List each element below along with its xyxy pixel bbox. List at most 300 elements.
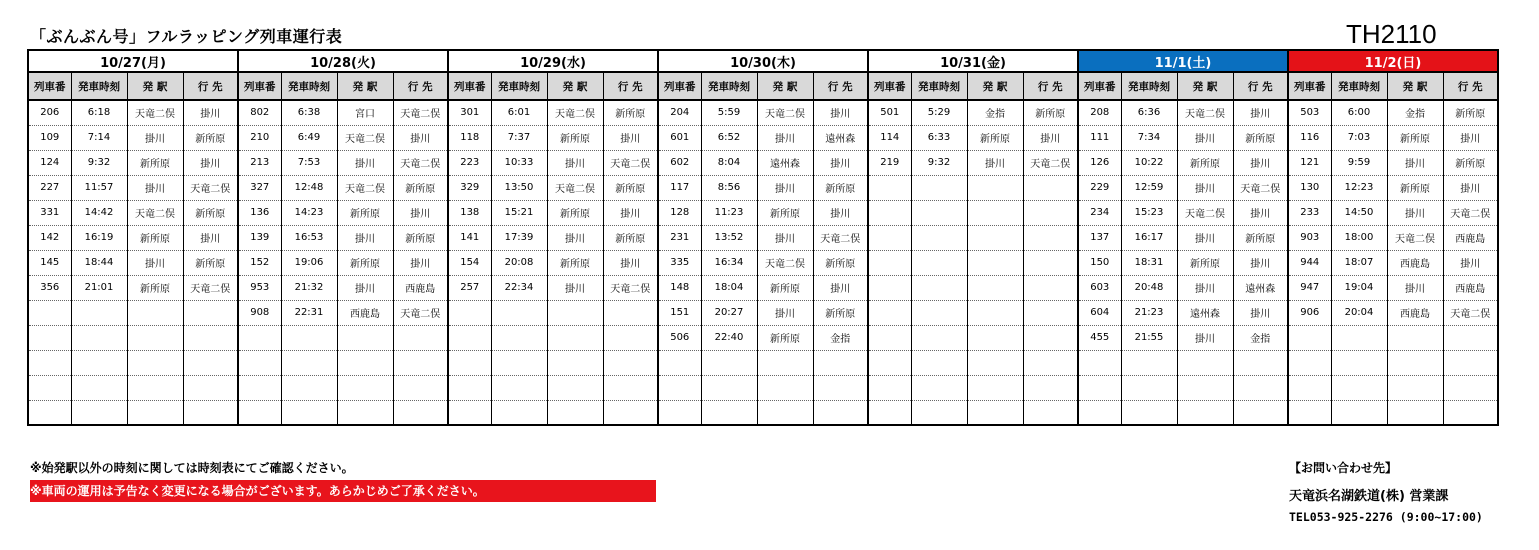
table-cell: 掛川 (1443, 125, 1498, 150)
table-cell (757, 375, 813, 400)
table-cell: 111 (1078, 125, 1121, 150)
table-row (28, 100, 1498, 125)
table-cell (967, 175, 1023, 200)
table-cell: 新所原 (393, 175, 448, 200)
table-cell: 掛川 (1177, 225, 1233, 250)
day-header: 10/31(金) (868, 50, 1078, 72)
table-cell: 天竜二俣 (547, 175, 603, 200)
table-cell: 121 (1288, 150, 1331, 175)
table-cell: 17:39 (491, 225, 547, 250)
table-cell: 335 (658, 250, 701, 275)
table-cell: 117 (658, 175, 701, 200)
table-cell: 327 (238, 175, 281, 200)
table-cell: 20:08 (491, 250, 547, 275)
table-cell (813, 350, 868, 375)
table-cell: 天竜二俣 (1443, 300, 1498, 325)
table-cell (281, 400, 337, 425)
table-cell (1023, 275, 1078, 300)
table-cell (491, 350, 547, 375)
table-cell: 新所原 (1387, 175, 1443, 200)
table-cell: 新所原 (813, 300, 868, 325)
table-cell: 356 (28, 275, 71, 300)
table-cell (1233, 375, 1288, 400)
table-cell: 新所原 (1177, 150, 1233, 175)
table-cell (868, 325, 911, 350)
table-cell: 137 (1078, 225, 1121, 250)
table-cell (1331, 325, 1387, 350)
table-cell: 掛川 (757, 175, 813, 200)
table-cell: 掛川 (1177, 275, 1233, 300)
table-cell: 126 (1078, 150, 1121, 175)
table-cell: 天竜二俣 (1023, 150, 1078, 175)
table-cell: 新所原 (547, 125, 603, 150)
table-cell (1443, 375, 1498, 400)
table-cell (281, 350, 337, 375)
column-header: 発 駅 (967, 72, 1023, 100)
table-row (28, 325, 1498, 350)
table-cell (911, 175, 967, 200)
table-cell: 233 (1288, 200, 1331, 225)
table-cell: 802 (238, 100, 281, 125)
table-cell (911, 225, 967, 250)
table-cell (448, 400, 491, 425)
table-cell: 6:36 (1121, 100, 1177, 125)
train-schedule-table (27, 49, 1499, 426)
table-cell: 118 (448, 125, 491, 150)
contact-phone: TEL053-925-2276 (9:00~17:00) (1289, 510, 1483, 524)
table-cell (491, 400, 547, 425)
table-cell (1288, 375, 1331, 400)
table-cell: 5:29 (911, 100, 967, 125)
table-cell: 20:04 (1331, 300, 1387, 325)
table-cell (813, 400, 868, 425)
table-cell (603, 300, 658, 325)
table-cell: 114 (868, 125, 911, 150)
table-cell (28, 300, 71, 325)
table-cell: 12:59 (1121, 175, 1177, 200)
table-cell: 天竜二俣 (127, 200, 183, 225)
table-cell: 掛川 (547, 275, 603, 300)
table-cell: 10:33 (491, 150, 547, 175)
table-cell: 16:17 (1121, 225, 1177, 250)
column-header: 発 駅 (757, 72, 813, 100)
table-cell: 新所原 (757, 325, 813, 350)
table-cell: 新所原 (127, 225, 183, 250)
table-cell (1233, 350, 1288, 375)
table-cell (238, 375, 281, 400)
table-cell: 掛川 (1233, 200, 1288, 225)
table-cell: 11:23 (701, 200, 757, 225)
table-cell: 金指 (1387, 100, 1443, 125)
table-cell: 148 (658, 275, 701, 300)
table-cell (911, 400, 967, 425)
table-cell: 宮口 (337, 100, 393, 125)
table-cell (1387, 375, 1443, 400)
table-cell (491, 300, 547, 325)
table-cell (1387, 350, 1443, 375)
table-cell: 新所原 (1387, 125, 1443, 150)
table-row (28, 150, 1498, 175)
table-cell (911, 275, 967, 300)
table-cell: 西鹿島 (1387, 300, 1443, 325)
table-cell: 7:37 (491, 125, 547, 150)
table-cell: 掛川 (1387, 150, 1443, 175)
table-cell: 18:00 (1331, 225, 1387, 250)
table-cell (71, 375, 127, 400)
column-header-row (28, 72, 1498, 100)
table-cell: 130 (1288, 175, 1331, 200)
table-row (28, 250, 1498, 275)
table-cell (337, 325, 393, 350)
table-cell: 257 (448, 275, 491, 300)
table-cell: 西鹿島 (337, 300, 393, 325)
table-cell (28, 325, 71, 350)
table-cell (603, 350, 658, 375)
table-cell (967, 250, 1023, 275)
table-cell: 141 (448, 225, 491, 250)
table-cell: 204 (658, 100, 701, 125)
table-cell: 20:27 (701, 300, 757, 325)
table-cell: 210 (238, 125, 281, 150)
table-cell (71, 325, 127, 350)
table-cell: 6:38 (281, 100, 337, 125)
table-cell: 229 (1078, 175, 1121, 200)
table-cell: 天竜二俣 (547, 100, 603, 125)
table-cell: 掛川 (1233, 250, 1288, 275)
table-cell (658, 375, 701, 400)
table-cell (603, 325, 658, 350)
contact-company: 天竜浜名湖鉄道(株) 営業課 (1289, 489, 1449, 504)
table-cell: 掛川 (547, 225, 603, 250)
table-cell: 213 (238, 150, 281, 175)
table-cell (603, 375, 658, 400)
table-cell (1121, 375, 1177, 400)
table-cell: 天竜二俣 (1443, 200, 1498, 225)
column-header: 行 先 (1023, 72, 1078, 100)
table-cell (1331, 350, 1387, 375)
table-cell: 15:23 (1121, 200, 1177, 225)
table-cell (868, 225, 911, 250)
table-cell (183, 325, 238, 350)
table-cell (967, 375, 1023, 400)
table-cell: 遠州森 (1233, 275, 1288, 300)
column-header: 発車時刻 (1121, 72, 1177, 100)
table-cell (281, 375, 337, 400)
table-cell: 18:44 (71, 250, 127, 275)
table-cell (1023, 200, 1078, 225)
table-row (28, 275, 1498, 300)
table-cell: 906 (1288, 300, 1331, 325)
table-cell (1233, 400, 1288, 425)
column-header: 行 先 (393, 72, 448, 100)
table-row (28, 175, 1498, 200)
table-cell: 151 (658, 300, 701, 325)
table-cell: 新所原 (1177, 250, 1233, 275)
document-code: TH2110 (1346, 19, 1437, 49)
table-cell: 6:00 (1331, 100, 1387, 125)
table-cell: 601 (658, 125, 701, 150)
table-cell (911, 300, 967, 325)
column-header: 列車番 (238, 72, 281, 100)
table-cell (603, 400, 658, 425)
table-cell: 20:48 (1121, 275, 1177, 300)
table-cell (127, 375, 183, 400)
table-row (28, 375, 1498, 400)
table-cell: 14:23 (281, 200, 337, 225)
day-header: 10/29(水) (448, 50, 658, 72)
table-cell: 109 (28, 125, 71, 150)
table-cell: 天竜二俣 (1233, 175, 1288, 200)
table-cell (448, 300, 491, 325)
table-cell (1331, 400, 1387, 425)
table-cell: 21:01 (71, 275, 127, 300)
table-cell: 天竜二俣 (337, 125, 393, 150)
table-cell: 11:57 (71, 175, 127, 200)
table-cell (127, 400, 183, 425)
table-cell: 6:33 (911, 125, 967, 150)
column-header: 行 先 (813, 72, 868, 100)
table-cell (911, 250, 967, 275)
column-header: 行 先 (603, 72, 658, 100)
table-cell: 8:56 (701, 175, 757, 200)
table-cell: 231 (658, 225, 701, 250)
table-cell: 602 (658, 150, 701, 175)
table-cell (28, 400, 71, 425)
table-cell: 13:52 (701, 225, 757, 250)
column-header: 列車番 (1288, 72, 1331, 100)
column-header: 列車番 (1078, 72, 1121, 100)
table-cell (1177, 375, 1233, 400)
table-cell (127, 300, 183, 325)
table-cell: 天竜二俣 (757, 250, 813, 275)
table-cell: 新所原 (183, 200, 238, 225)
table-cell (448, 375, 491, 400)
table-cell (701, 350, 757, 375)
table-cell: 5:59 (701, 100, 757, 125)
table-cell: 14:50 (1331, 200, 1387, 225)
table-cell (1443, 325, 1498, 350)
table-cell (1288, 350, 1331, 375)
table-cell (868, 375, 911, 400)
table-cell: 新所原 (1023, 100, 1078, 125)
table-cell: 新所原 (967, 125, 1023, 150)
table-cell: 116 (1288, 125, 1331, 150)
table-cell (547, 300, 603, 325)
table-cell (1078, 350, 1121, 375)
column-header: 発車時刻 (71, 72, 127, 100)
column-header: 発車時刻 (701, 72, 757, 100)
table-cell (183, 400, 238, 425)
table-cell: 掛川 (757, 225, 813, 250)
table-cell: 9:32 (71, 150, 127, 175)
table-cell: 6:01 (491, 100, 547, 125)
table-cell: 138 (448, 200, 491, 225)
table-cell (547, 375, 603, 400)
table-row (28, 400, 1498, 425)
table-cell: 掛川 (1177, 325, 1233, 350)
table-cell: 新所原 (1233, 225, 1288, 250)
table-cell (1023, 350, 1078, 375)
table-cell (868, 175, 911, 200)
table-cell (868, 400, 911, 425)
table-cell: 掛川 (127, 125, 183, 150)
column-header: 行 先 (183, 72, 238, 100)
table-cell (491, 325, 547, 350)
day-header: 10/28(火) (238, 50, 448, 72)
table-cell: 22:31 (281, 300, 337, 325)
column-header: 発車時刻 (911, 72, 967, 100)
table-cell: 天竜二俣 (603, 275, 658, 300)
table-cell: 136 (238, 200, 281, 225)
table-cell: 掛川 (127, 250, 183, 275)
table-cell (868, 250, 911, 275)
table-cell (71, 300, 127, 325)
table-cell: 150 (1078, 250, 1121, 275)
table-cell: 新所原 (1443, 150, 1498, 175)
table-cell: 154 (448, 250, 491, 275)
table-cell: 掛川 (813, 100, 868, 125)
column-header: 列車番 (658, 72, 701, 100)
table-cell (393, 350, 448, 375)
table-cell: 掛川 (603, 200, 658, 225)
table-cell: 掛川 (813, 200, 868, 225)
table-cell (911, 200, 967, 225)
table-cell: 天竜二俣 (183, 175, 238, 200)
table-cell: 新所原 (127, 275, 183, 300)
table-cell: 12:48 (281, 175, 337, 200)
table-cell (183, 300, 238, 325)
page-title: 「ぶんぶん号」フルラッピング列車運行表 (30, 27, 343, 46)
table-cell (491, 375, 547, 400)
table-cell (337, 350, 393, 375)
table-cell: 掛川 (183, 100, 238, 125)
column-header: 行 先 (1443, 72, 1498, 100)
table-cell (337, 375, 393, 400)
table-cell: 新所原 (813, 175, 868, 200)
table-cell (911, 375, 967, 400)
table-cell: 天竜二俣 (127, 100, 183, 125)
table-cell: 新所原 (337, 200, 393, 225)
table-cell: 8:04 (701, 150, 757, 175)
table-cell (868, 275, 911, 300)
column-header: 発 駅 (127, 72, 183, 100)
table-cell: 18:31 (1121, 250, 1177, 275)
table-cell (967, 325, 1023, 350)
column-header: 発車時刻 (281, 72, 337, 100)
column-header: 発車時刻 (1331, 72, 1387, 100)
table-cell: 7:03 (1331, 125, 1387, 150)
table-cell: 16:19 (71, 225, 127, 250)
column-header: 発 駅 (337, 72, 393, 100)
table-cell: 掛川 (757, 125, 813, 150)
table-cell (127, 350, 183, 375)
table-cell (1177, 400, 1233, 425)
table-cell: 7:14 (71, 125, 127, 150)
table-cell: 天竜二俣 (603, 150, 658, 175)
table-cell (1023, 375, 1078, 400)
table-cell: 掛川 (603, 250, 658, 275)
table-cell (1387, 325, 1443, 350)
table-cell: 16:53 (281, 225, 337, 250)
table-cell (1023, 325, 1078, 350)
table-cell: 124 (28, 150, 71, 175)
table-cell: 金指 (813, 325, 868, 350)
table-cell (911, 325, 967, 350)
table-cell (1177, 350, 1233, 375)
table-cell: 天竜二俣 (813, 225, 868, 250)
table-cell (757, 400, 813, 425)
table-cell: 9:32 (911, 150, 967, 175)
table-cell: 掛川 (1023, 125, 1078, 150)
table-cell (1023, 175, 1078, 200)
column-header: 行 先 (1233, 72, 1288, 100)
table-cell: 7:34 (1121, 125, 1177, 150)
table-cell: 掛川 (1387, 275, 1443, 300)
table-cell: 301 (448, 100, 491, 125)
table-cell: 掛川 (183, 225, 238, 250)
table-cell (868, 350, 911, 375)
table-cell (1288, 325, 1331, 350)
table-cell (1443, 400, 1498, 425)
table-cell: 掛川 (337, 275, 393, 300)
table-cell (1078, 400, 1121, 425)
table-cell: 603 (1078, 275, 1121, 300)
table-cell (1121, 350, 1177, 375)
table-cell: 新所原 (337, 250, 393, 275)
table-cell: 天竜二俣 (337, 175, 393, 200)
table-cell: 139 (238, 225, 281, 250)
table-cell: 西鹿島 (1443, 225, 1498, 250)
table-cell: 掛川 (393, 200, 448, 225)
table-cell: 21:55 (1121, 325, 1177, 350)
table-cell: 903 (1288, 225, 1331, 250)
column-header: 発 駅 (547, 72, 603, 100)
table-cell: 新所原 (127, 150, 183, 175)
table-cell: 新所原 (813, 250, 868, 275)
table-cell (868, 300, 911, 325)
day-header: 11/2(日) (1288, 50, 1498, 72)
day-header: 11/1(土) (1078, 50, 1288, 72)
table-cell (1387, 400, 1443, 425)
column-header: 発 駅 (1387, 72, 1443, 100)
table-cell: 908 (238, 300, 281, 325)
table-cell (967, 400, 1023, 425)
table-cell: 506 (658, 325, 701, 350)
table-cell: 新所原 (1233, 125, 1288, 150)
table-cell: 新所原 (603, 100, 658, 125)
table-cell: 18:07 (1331, 250, 1387, 275)
table-cell: 13:50 (491, 175, 547, 200)
table-cell: 掛川 (1177, 175, 1233, 200)
table-cell: 947 (1288, 275, 1331, 300)
table-cell (1443, 350, 1498, 375)
day-header: 10/27(月) (28, 50, 238, 72)
table-cell (967, 275, 1023, 300)
table-row (28, 225, 1498, 250)
table-cell: 掛川 (127, 175, 183, 200)
table-cell: 金指 (1233, 325, 1288, 350)
table-cell (1288, 400, 1331, 425)
table-cell: 掛川 (1443, 175, 1498, 200)
table-cell: 206 (28, 100, 71, 125)
table-cell: 9:59 (1331, 150, 1387, 175)
table-cell: 西鹿島 (1443, 275, 1498, 300)
table-cell (28, 375, 71, 400)
table-cell: 掛川 (183, 150, 238, 175)
table-cell: 223 (448, 150, 491, 175)
table-cell: 208 (1078, 100, 1121, 125)
day-header: 10/30(木) (658, 50, 868, 72)
